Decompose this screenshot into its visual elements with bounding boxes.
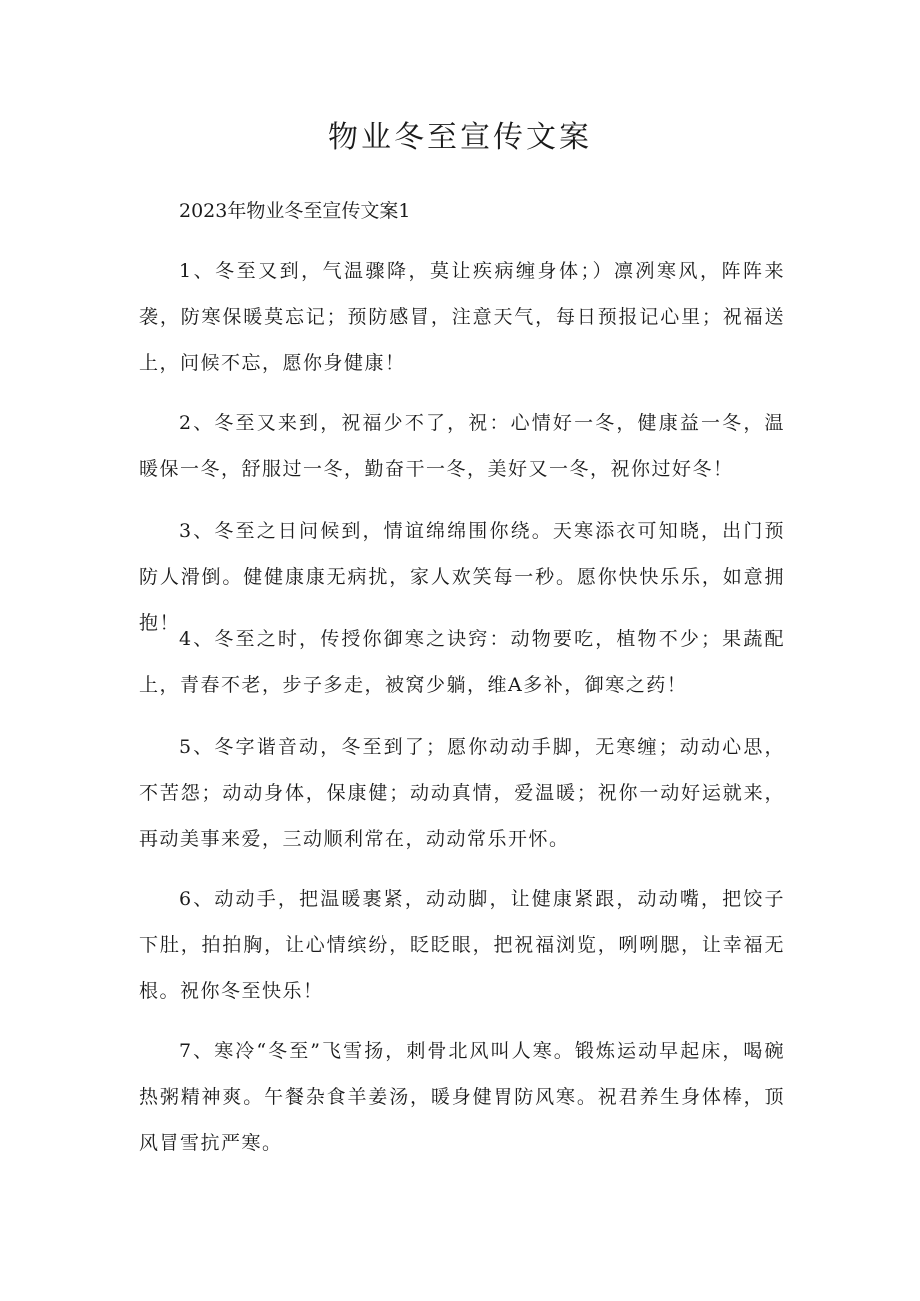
paragraph-7: 7、寒冷“冬至”飞雪扬，刺骨北风叫人寒。锻炼运动早起床，喝碗热粥精神爽。午餐杂食羊姜汤，暖身健胃防风寒。祝君养生身体棒，顶风冒雪抗严寒。 [139, 1040, 785, 1154]
document-title: 物业冬至宣传文案 [328, 120, 592, 155]
paragraph-2: 2、冬至又来到，祝福少不了，祝：心情好一冬，健康益一冬，温暖保一冬，舒服过一冬，勤奋干一冬，美好又一冬，祝你过好冬！ [139, 412, 785, 480]
paragraph-6: 6、动动手，把温暖裹紧，动动脚，让健康紧跟，动动嘴，把饺子下肚，拍拍胸，让心情缤纷，眨眨眼，把祝福浏览，咧咧腮，让幸福无根。祝你冬至快乐！ [139, 888, 785, 1002]
paragraph-3: 3、冬至之日问候到，情谊绵绵围你绕。天寒添衣可知晓，出门预防人滑倒。健健康康无病扰，家人欢笑每一秒。愿你快快乐乐，如意拥抱！ [139, 520, 785, 634]
paragraph-4: 4、冬至之时，传授你御寒之诀窍：动物要吃，植物不少；果蔬配上，青春不老，步子多走，被窝少躺，维A多补，御寒之药！ [139, 628, 785, 696]
section-heading: 2023年物业冬至宣传文案1 [179, 200, 411, 222]
paragraph-5: 5、冬字谐音动，冬至到了；愿你动动手脚，无寒缠；动动心思，不苦怨；动动身体，保康健；动动真情，爱温暖；祝你一动好运就来，再动美事来爱，三动顺利常在，动动常乐开怀。 [139, 736, 785, 850]
paragraph-1: 1、冬至又到，气温骤降，莫让疾病缠身体；）凛冽寒风，阵阵来袭，防寒保暖莫忘记；预防感冒，注意天气，每日预报记心里；祝福送上，问候不忘，愿你身健康！ [139, 260, 785, 374]
